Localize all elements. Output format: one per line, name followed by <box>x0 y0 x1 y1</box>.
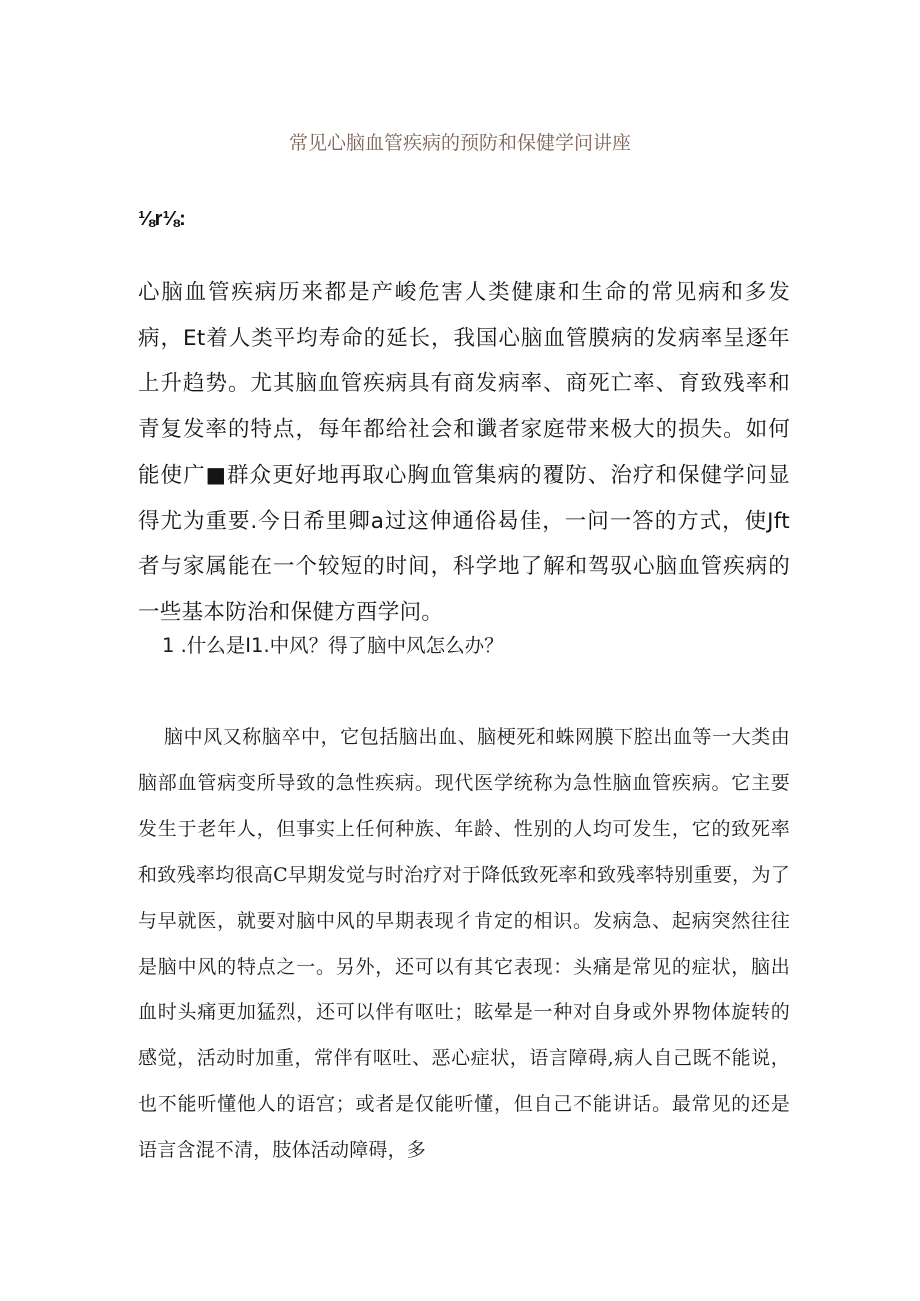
preface-label: ⅛r⅛: <box>138 208 186 230</box>
intro-paragraph: 心脑血管疾病历来都是产峻危害人类健康和生命的常见病和多发病，Et着人类平均寿命的延长，我国心脑血管膜病的发病率呈逐年上升趋势。尤其脑血管疾病具有商发病率、商死亡率、育致残率和青复发率的特点，每年都给社会和谶者家庭带来极大的损失。如何能使广■群众更好地再取心胸血管集病的覆防、治疗和保健学问显得尤为重要.今日希里卿a过这伸通俗曷佳，一问一答的方式，使Jft者与家属能在一个较短的时间，科学地了解和驾驭心脑血管疾病的一些基本防治和保健方酉学问。 <box>138 280 790 625</box>
document-title: 常见心脑血管疾病的预防和保健学问讲座 <box>288 132 631 154</box>
section-heading: 1 .什么是I1.中风？得了脑中风怎么办？ <box>162 634 504 657</box>
section-paragraph: 脑中风又称脑卒中，它包括脑出血、脑梗死和蛛网膜下腔出血等一大类由脑部血管病变所导致的急性疾病。现代医学统称为急性脑血管疾病。它主要发生于老年人，但事实上任何种族、年龄、性别的人均可发生，它的致死率和致残率均很高C早期发觉与时治疗对于降低致死率和致残率特别重要，为了与早就医，就要对脑中风的早期表现彳肯定的相识。发病急、起病突然往往是脑中风的特点之一。另外，还可以有其它表现：头痛是常见的症状，脑出血时头痛更加猛烈，还可以伴有呕吐；眩晕是一种对自身或外界物体旋转的感觉，活动时加重，常伴有呕吐、恶心症状，语言障碍,病人自己既不能说，也不能听懂他人的语宫；或者是仅能听懂，但自己不能讲话。最常见的还是语言含混不清，肢体活动障碍，多 <box>138 726 790 1162</box>
